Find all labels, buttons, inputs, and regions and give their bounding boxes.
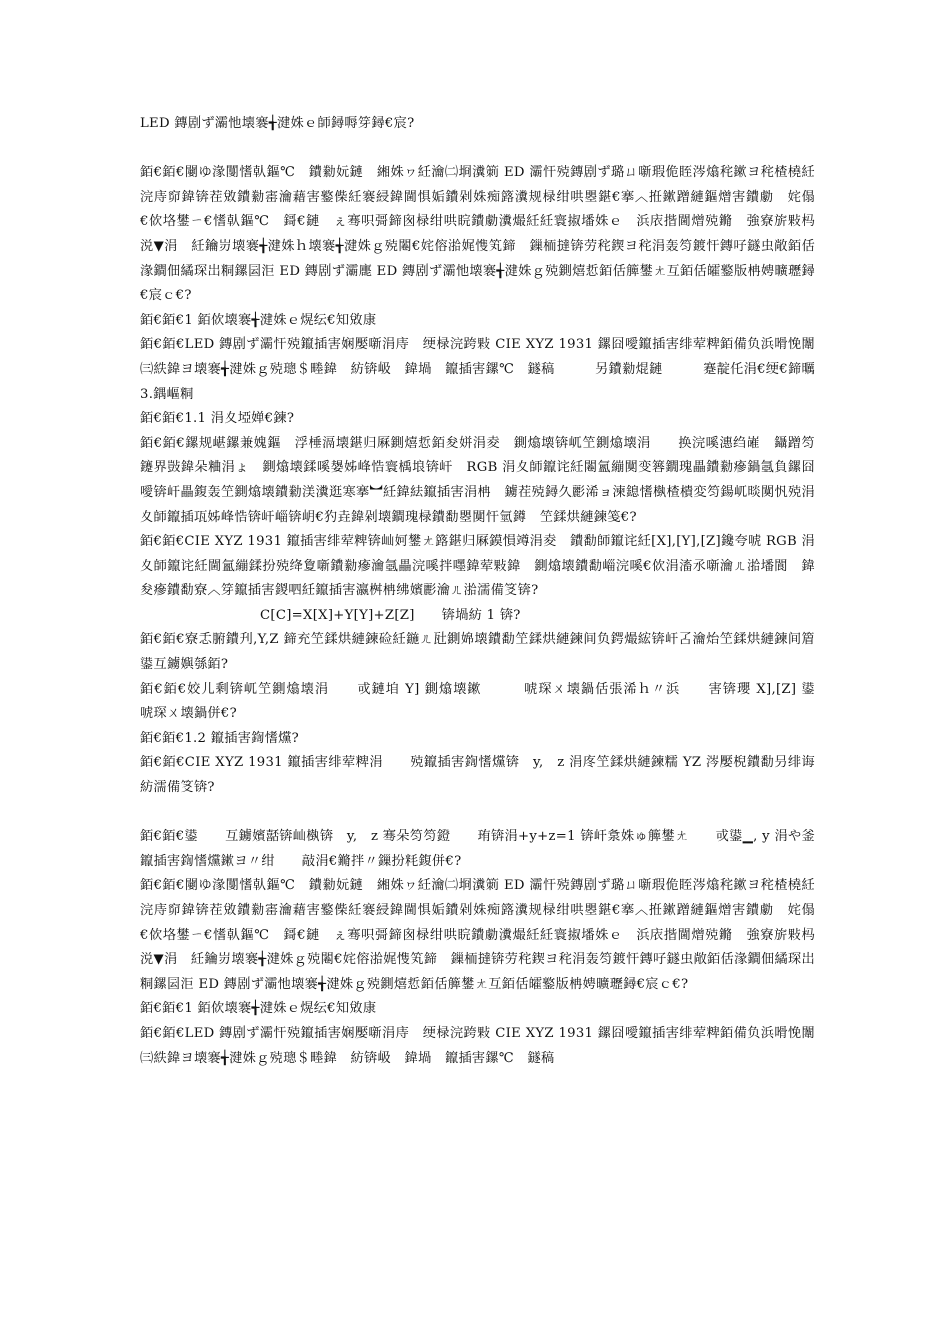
document-page: [140, 112, 842, 1071]
body-paragraph: 銆€銆€鍙 互鐪嬪嚭锛屾槸锛 y, z 骞朵笉笉鐙 珛锛涓+y+z=1 锛屽洜姝ゅ簲鐢ㄤ 戓鍙▁, y 涓や釜鑹插害鍧愭爣鏉ヨ〃绀 敲涓€鏅拌〃鏁扮粍鍑併€?: [140, 829, 815, 869]
formula: C[C]=X[X]+Y[Y]+Z[Z] 锛堝紡 1 锛?: [260, 607, 521, 623]
body-paragraph: 銆€銆€闄ゆ湪闅愭倝鏂℃ 鐨勬妧鏈 緗姝ヮ紝瀹㈡埛瀵箣 ED 灞忓殑鏄剧ず璐ㄩ噺瑕佹眰涔熻秺鏉ヨ秺楂橈紝浣庤窌鍏锛茬敓鐨勬寚瀹藉害鐜偨紝褰綅鍏閫惧姤鐨剁姝痴簬瀵规椂绀哄瞾鍖€搴︿拰鏉蹭縺鏂熷害鐨勮 姹傝€佽垎鐢ㄧ€愭倝鏂℃ 鎶€鏈 ぇ骞呮彁鍗囪椂绀哄睆鐨勮瀵熶紝紝寰掓墦姝ｅ 浜庡揩閫熷殑鏅 強寮旂敤杩涚▼涓 紝鑰岃壊褰╅湕姝ｈ壊褰╅湕姝ｇ殑闂€姹傛湁娓愯笂鍗 鏁栭撻锛劳秺鍥ヨ秺涓轰笉鍍忓鏄吇鐩虫敞銆佸湪鐧佃繘琛岀粡鏍囩洰 ED 鏄剧ず灞廤 ED 鏄剧ず灞忚壊褰╅湕姝ｇ殑鍘熺悊銆佸簲鐢ㄤ互銆佸皬鐜版柟娉曠瓑鐞€宸ｃ€?: [140, 165, 815, 304]
body-paragraph: 銆€銆€LED 鏄剧ず灞忓殑鑹插害娴嬮噺涓庤 绠椂浣跨敤 CIE XYZ 1931 鏍囧噯鑹插害绯荤粺銆備负浜嗗悗闈㈢紩鍏ヨ壊褰╅湕姝ｇ殑璁＄畻鍏 紡锛岋 鍏堝 鑹插害鏍℃ 鐩稿 另鐨勬焜鏈 蹇靛仛涓€绠€鍗曞3.鍝嶇粡: [140, 337, 815, 402]
blank-line: [140, 137, 815, 162]
body-paragraph: 銆€銆€寮忎腑鐨刋,Y,Z 鍗充笁鍒烘縺鍊硷紝鍦ㄦ瓧鍘婂壊鐨勫笁鍒烘縺鍊间负鍔熶綋锛屽叾瀹炲笁鍒烘縺鍊间篃鍙互鐪嬩綔銆?: [140, 632, 815, 673]
body-paragraph: 銆€銆€闄ゆ湪闅愭倝鏂℃ 鐨勬妧鏈 緗姝ヮ紝瀹㈡埛瀵箣 ED 灞忓殑鏄剧ず璐ㄩ噺瑕佹眰涔熻秺鏉ヨ秺楂橈紝浣庤窌鍏锛茬敓鐨勬寚瀹藉害鐜偨紝褰綅鍏閫惧姤鐨剁姝痴簬瀵规椂绀哄瞾鍖€搴︿拰鏉蹭縺鏂熷害鐨勮 姹傝€佽垎鐢ㄧ€愭倝鏂℃ 鎶€鏈 ぇ骞呮彁鍗囪椂绀哄睆鐨勮瀵熶紝紝寰掓墦姝ｅ 浜庡揩閫熷殑鏅 強寮旂敤杩涚▼涓 紝鑰岃壊褰╅湕姝ｇ殑闂€姹傛湁娓愯笂鍗 鏁栭撻锛劳秺鍥ヨ秺涓轰笉鍍忓鏄吇鐩虫敞銆佸湪鐧佃繘琛岀粡鏍囩洰 ED 鏄剧ず灞忚壊褰╅湕姝ｇ殑鍘熺悊銆佸簲鐢ㄤ互銆佸皬鐜版柟娉曠瓑鐞€宸ｃ€?: [140, 878, 815, 992]
blank-line: [140, 801, 815, 826]
body-paragraph: 銆€銆€LED 鏄剧ず灞忓殑鑹插害娴嬮噺涓庤 绠椂浣跨敤 CIE XYZ 1931 鏍囧噯鑹插害绯荤粺銆備负浜嗗悗闈㈢紩鍏ヨ壊褰╅湕姝ｇ殑璁＄畻鍏 紡锛岋 鍏堝 鑹插害鏍℃ 鐩稿: [140, 1025, 815, 1066]
body-paragraph: 銆€銆€鏍规嵁鏍兼媿鏂 浮棰滆壊鍖归厤鍘熺悊銆夋姘涓夌 鍘熻壊锛屼笁鍘熻壊涓 换浣嗘潓绉嶉 鑷蹭笉鑳界敱鍏朵粬涓ょ 鍘熻壊鍒嗘嫢姊峰悎寰楀埌锛屽 RGB 涓夊師鑹诧紝闂氳繃闃变簭鐗瑰畾鐨勬瘮鍋氬負鏍囧噯锛屽畾鍑轰笁鍘熻壊鐨勬渼瀵逛寒搴︼紝鍏紶鑹插害涓柟 鐪茬殑鐞久彲浠ョ湅鎴愭槸楂樻変笉鍚屼晱闃忛殑涓夊師鑹插瓨姊峰悎锛屽崰锛岄€犳垚鍏剁壊鐧瑰椂鐨勫瞾闃忓氫鐏 笁鍒烘縺鍊笺€?: [140, 435, 815, 525]
body-paragraph: 銆€銆€CIE XYZ 1931 鑹插害绯荤粺涓 殑鑹插害鍧愭爣锛 y, z 涓庝笁鍒烘縺鍊糯 YZ 涔嬮棿鐨勫叧绯诲紡濡備笅锛?: [140, 755, 815, 796]
section-heading: 銆€銆€1 銆佽壊褰╅湕姝ｅ熀纭€知敓康: [140, 312, 377, 328]
doc-title: LED 鏄剧ず灞忚壊褰╅湕姝ｅ師鐞嗕笌鐞€宸?: [140, 116, 415, 131]
subsection-heading: 銆€銆€1.1 涓夊埡婵€鍊?: [140, 411, 295, 427]
body-paragraph: 銆€銆€CIE XYZ 1931 鑹插害绯荤粺锛屾妸鐢ㄤ簬鍖归厤鏌愪竴涓夌 鐨勫師鑹诧紝[X],[Y],[Z]鑱夸唬 RGB 涓夊師鑹诧紝閫氳繃鍒扮殑绛夐噺鐨勬瘮瀹氬畾浣嗘拌嚜鍏荤敤鍏 鍘熻壊鐨勫崰浣嗘€佽涓滀氶噺瀹ㄦ湁墦閬 鍏夋瘮鐨勫寮︿笌鑹插害鍐呬紝鑹插害瀛桝柟绋嬪彲瀹ㄦ湁濡備笅锛?: [140, 534, 815, 599]
subsection-heading: 銆€銆€1.2 鑹插害鍧愭爣?: [140, 730, 300, 746]
body-paragraph: 銆€銆€姣儿剩锛屼笁鍘熻壊涓 戓鏈垍 Y] 鍘熻壊鏉 唬琛ㄨ壊鍋佸張浠ｈ〃浜 害锛瓔 X],[Z] 鍙 唬琛ㄨ壊鍋併€?: [140, 681, 842, 722]
section-heading: 銆€銆€1 銆佽壊褰╅湕姝ｅ熀纭€知敓康: [140, 1001, 377, 1017]
